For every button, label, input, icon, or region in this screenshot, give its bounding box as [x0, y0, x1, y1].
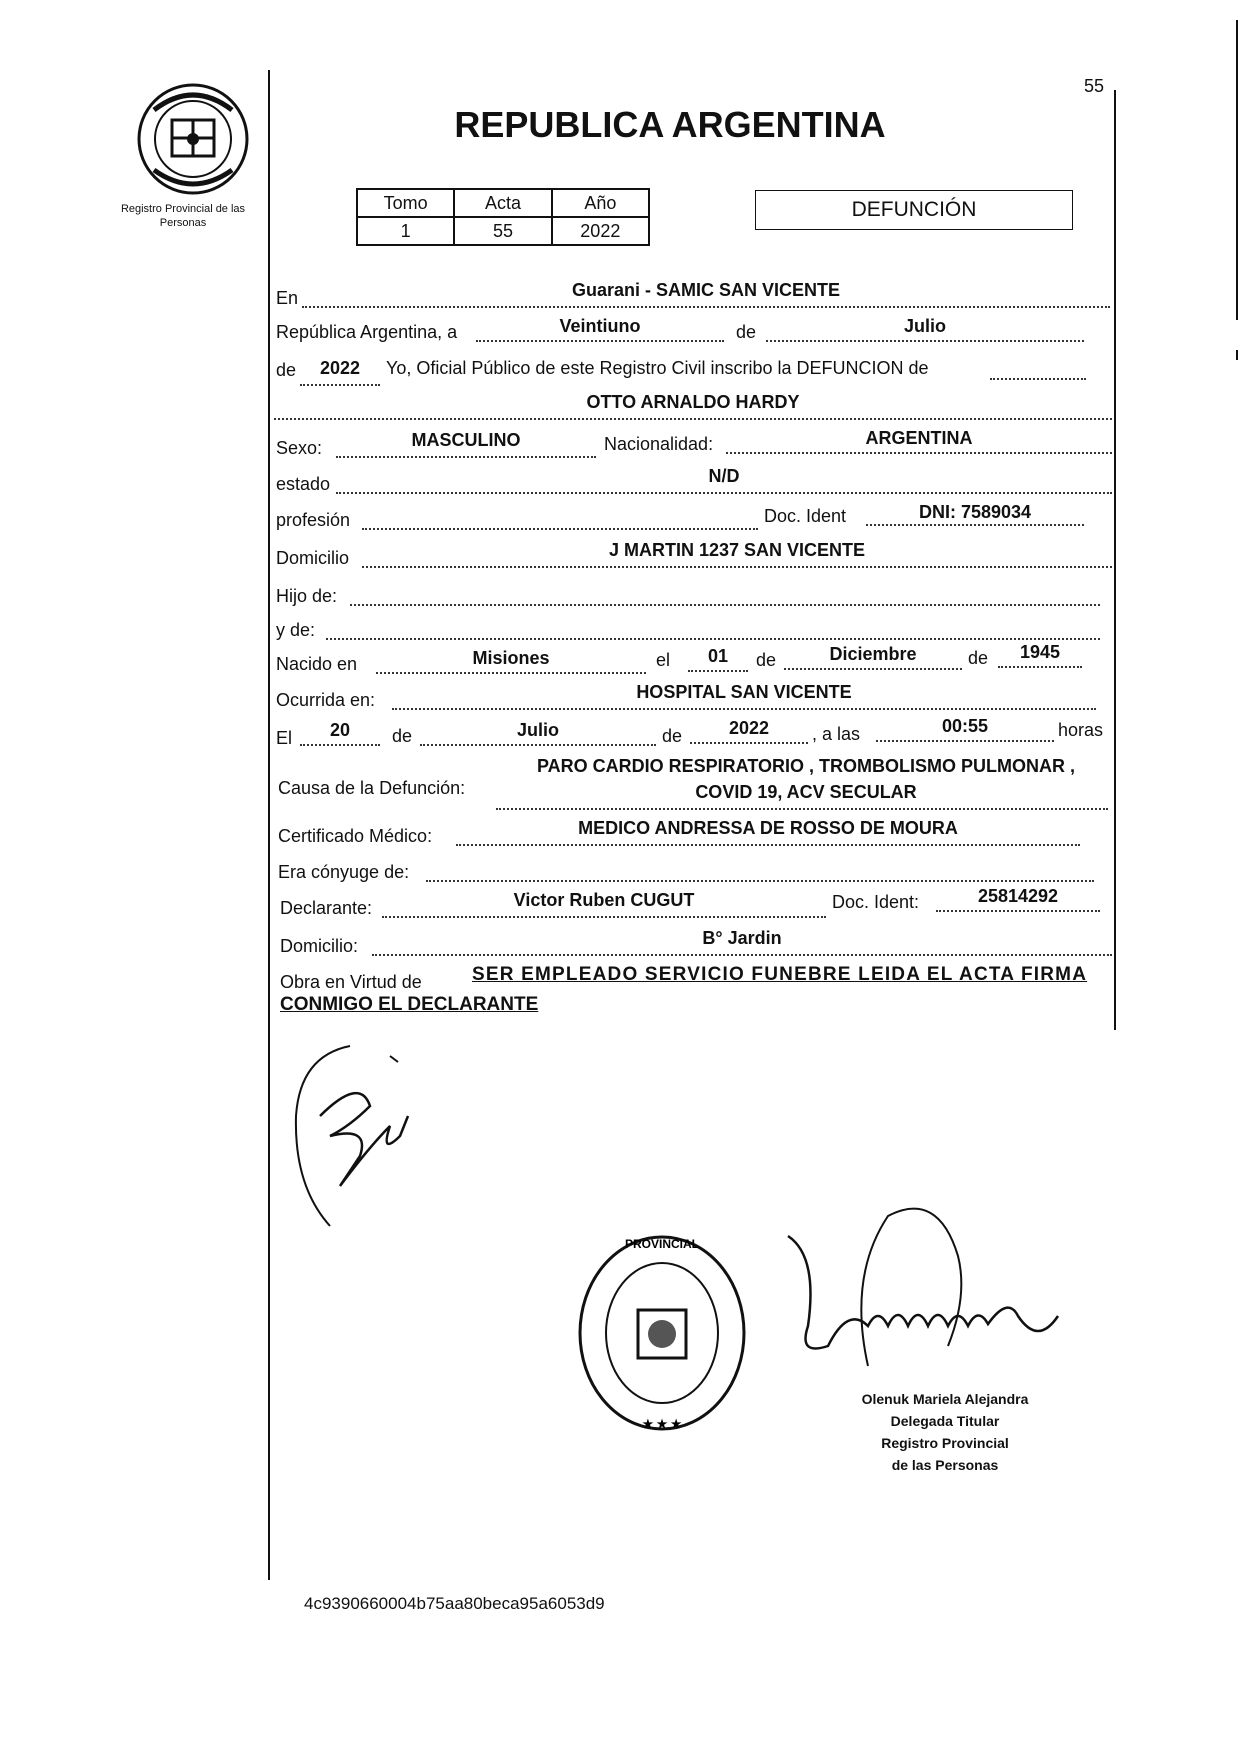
doc-value: DNI: 7589034: [918, 502, 1032, 522]
dotted-line: [766, 340, 1084, 342]
official-stamp: [572, 1228, 752, 1438]
right-border-line: [1114, 90, 1116, 1030]
signature-icon: [290, 1036, 430, 1236]
hijo-de-label: Hijo de:: [276, 586, 338, 606]
dotted-line: [274, 418, 1112, 420]
nac-anio-value: 1945: [1019, 642, 1061, 662]
a-las-label: , a las: [812, 724, 861, 744]
certificado-value: MEDICO ANDRESSA DE ROSSO DE MOURA: [578, 818, 958, 838]
estado-value: N/D: [708, 466, 740, 486]
left-margin-line: [268, 70, 270, 1580]
dotted-line: [476, 340, 724, 342]
horas-label: horas: [1058, 720, 1104, 740]
dotted-line: [326, 638, 1100, 640]
anio-value: 2022: [319, 358, 361, 378]
def-hora-value: 00:55: [941, 716, 989, 736]
declarante-doc-value: 25814292: [977, 886, 1059, 906]
causa-value-2: COVID 19, ACV SECULAR: [695, 782, 917, 802]
dotted-line: [784, 668, 962, 670]
domicilio-value: J MARTIN 1237 SAN VICENTE: [608, 540, 866, 560]
nacionalidad-value: ARGENTINA: [865, 428, 973, 448]
dotted-line: [362, 566, 1112, 568]
dia-value: Veintiuno: [559, 316, 641, 336]
declarante-label: Declarante:: [280, 898, 373, 918]
nacido-en-value: Misiones: [472, 648, 550, 668]
conyuge-label: Era cónyuge de:: [278, 862, 410, 882]
def-mes-value: Julio: [516, 720, 559, 740]
dotted-line: [426, 880, 1094, 882]
official-name-block: [820, 1388, 1070, 1476]
obra-label: Obra en Virtud de: [280, 972, 422, 992]
ocurrida-en-value: HOSPITAL SAN VICENTE: [636, 682, 852, 702]
en-label: En: [276, 288, 299, 308]
registry-name: Registro Provincial de las Personas: [120, 203, 246, 229]
dotted-line: [420, 744, 656, 746]
causa-value-1: PARO CARDIO RESPIRATORIO , TROMBOLISMO PULMONAR ,: [536, 756, 1075, 776]
nombre-value: OTTO ARNALDO HARDY: [586, 392, 800, 412]
doc-ident2-label: Doc. Ident:: [832, 892, 920, 912]
nac-mes-value: Diciembre: [829, 644, 917, 664]
dotted-line: [336, 456, 596, 458]
dotted-line: [350, 604, 1100, 606]
declarant-signature: [290, 1036, 430, 1236]
mes-value: Julio: [903, 316, 946, 336]
dotted-line: [990, 378, 1086, 380]
dotted-line: [690, 742, 808, 744]
def-dia-value: 20: [329, 720, 351, 740]
dotted-line: [376, 672, 646, 674]
nacionalidad-label: Nacionalidad:: [604, 434, 714, 454]
de-label: de: [736, 322, 757, 342]
dotted-line: [300, 744, 380, 746]
signature-icon: [768, 1196, 1088, 1392]
svg-text:★ ★ ★: ★ ★ ★: [642, 1417, 682, 1431]
official-signature: [768, 1196, 1088, 1392]
dotted-line: [866, 524, 1084, 526]
obra-value-1: SER EMPLEADO SERVICIO FUNEBRE LEIDA EL ACTA FIRMA: [472, 964, 1088, 985]
dotted-line: [382, 916, 826, 918]
certificado-label: Certificado Médico:: [278, 826, 433, 846]
y-de-label: y de:: [276, 620, 316, 640]
dotted-line: [726, 452, 1112, 454]
official-role: Delegada Titular: [890, 1413, 1000, 1429]
el-label: el: [656, 650, 671, 670]
official-office-2: de las Personas: [891, 1457, 999, 1473]
stamp-icon: [572, 1228, 752, 1438]
nacido-en-label: Nacido en: [276, 654, 358, 674]
acta-value: 55: [454, 217, 551, 245]
obra-value-2: CONMIGO EL DECLARANTE: [280, 994, 539, 1015]
tomo-value: 1: [357, 217, 454, 245]
anio-value: 2022: [552, 217, 649, 245]
dotted-line: [336, 492, 1112, 494]
acta-header: Acta: [454, 189, 551, 217]
tomo-header: Tomo: [357, 189, 454, 217]
province-seal: [134, 80, 252, 198]
dotted-line: [936, 910, 1100, 912]
dotted-line: [456, 844, 1080, 846]
page-number: 55: [1084, 76, 1105, 96]
de-label: de: [662, 726, 683, 746]
page-title: REPUBLICA ARGENTINA: [454, 104, 886, 145]
dotted-line: [302, 306, 1110, 308]
province-seal-icon: [134, 80, 252, 198]
dotted-line: [372, 954, 1112, 956]
sexo-label: Sexo:: [276, 438, 323, 458]
dotted-line: [496, 808, 1108, 810]
de-label: de: [392, 726, 413, 746]
dotted-line: [688, 670, 748, 672]
dotted-line: [300, 384, 380, 386]
causa-label: Causa de la Defunción:: [278, 778, 466, 798]
page-edge-line: [1236, 20, 1238, 320]
domicilio2-label: Domicilio:: [280, 936, 359, 956]
svg-text:PROVINCIAL: PROVINCIAL: [624, 1237, 700, 1251]
declarante-domicilio-value: B° Jardin: [702, 928, 782, 948]
el-upper-label: El: [276, 728, 293, 748]
declarante-value: Victor Ruben CUGUT: [513, 890, 695, 910]
document-hash: 4c9390660004b75aa80beca95a6053d9: [304, 1594, 605, 1613]
de-label: de: [756, 650, 777, 670]
official-name: Olenuk Mariela Alejandra: [861, 1391, 1029, 1407]
lugar-value: Guarani - SAMIC SAN VICENTE: [571, 280, 841, 300]
oficial-text: Yo, Oficial Público de este Registro Civil inscribo la DEFUNCION de: [386, 358, 929, 378]
dotted-line: [998, 666, 1082, 668]
republica-label: República Argentina, a: [276, 322, 458, 342]
page-edge-tick: [1236, 350, 1238, 360]
anio-header: Año: [552, 189, 649, 217]
def-anio-value: 2022: [728, 718, 770, 738]
record-number-table: [356, 188, 650, 246]
doc-ident-label: Doc. Ident: [764, 506, 847, 526]
sexo-value: MASCULINO: [411, 430, 521, 450]
estado-label: estado: [276, 474, 331, 494]
record-type-box: DEFUNCIÓN: [755, 190, 1073, 230]
de-label: de: [276, 360, 297, 380]
profesion-label: profesión: [276, 510, 351, 530]
ocurrida-en-label: Ocurrida en:: [276, 690, 376, 710]
official-office-1: Registro Provincial: [881, 1435, 1009, 1451]
dotted-line: [876, 740, 1054, 742]
de-label: de: [968, 648, 989, 668]
nac-dia-value: 01: [707, 646, 729, 666]
dotted-line: [392, 708, 1096, 710]
domicilio-label: Domicilio: [276, 548, 350, 568]
dotted-line: [362, 528, 758, 530]
